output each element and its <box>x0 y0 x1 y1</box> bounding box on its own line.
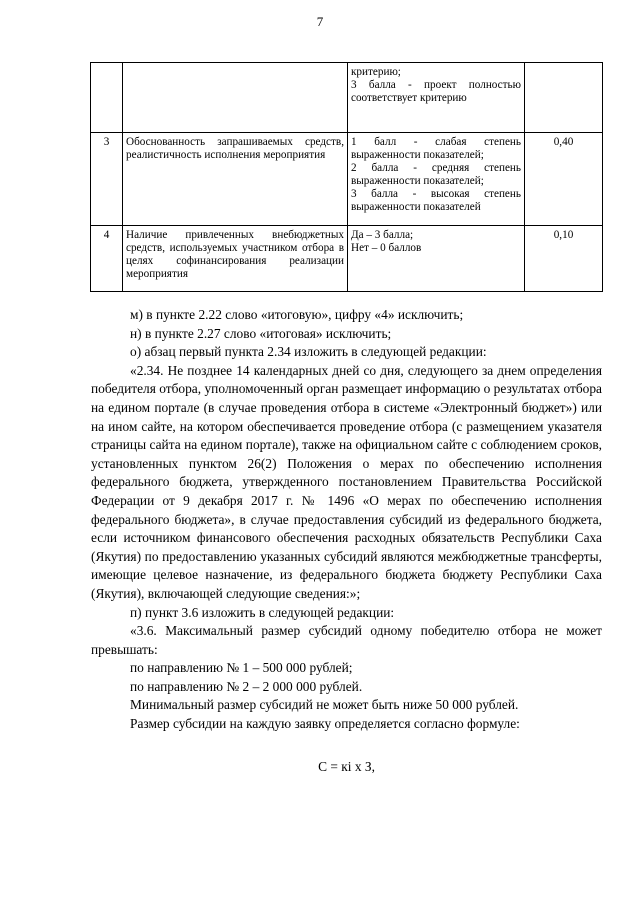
subsidy-formula: С = кi х З, <box>318 758 375 774</box>
criterion-weight: 0,10 <box>525 226 603 292</box>
criterion-name: Обоснованность запрашиваемых средств, реалистичность исполнения мероприятия <box>123 133 348 226</box>
paragraph: «2.34. Не позднее 14 календарных дней со дня, следующего за днем определения победителя отбора, уполномоченный орган размещает информацию о результатах отбора на едином портале (в случае проведения отбора в системе «Электронный бюджет») или на ином сайте, на котором обеспечивается проведение отбора (с размещением указателя страницы сайта на едином портале), также на официальном сайте с соблюдением сроков, установленных пунктом 26(2) Положения о мерах по обеспечению исполнения федерального бюджета, утвержденного постановлением Правительства Российской Федерации от 9 декабря 2017 г. № 1496 «О мерах по обеспечению исполнения федерального бюджета», в случае предоставления субсидий из федерального бюджета, если источником финансового обеспечения расходных обязательств Республики Саха (Якутия) по предоставлению указанных субсидий являются межбюджетные трансферты, имеющие целевое назначение, из федерального бюджета бюджету Республики Саха (Якутия), включающей следующие сведения:»; <box>91 362 602 601</box>
criterion-number: 4 <box>91 226 123 292</box>
paragraph: Размер субсидии на каждую заявку определяется согласно формуле: <box>130 716 520 732</box>
criterion-number <box>91 63 123 133</box>
scale-line: 2 балла - средняя степень выраженности показателей; <box>351 162 521 187</box>
criterion-name <box>123 63 348 133</box>
page-number: 7 <box>316 14 324 29</box>
criterion-weight: 0,40 <box>525 133 603 226</box>
paragraph: по направлению № 1 – 500 000 рублей; <box>130 660 353 676</box>
criterion-scale <box>348 63 525 133</box>
paragraph: по направлению № 2 – 2 000 000 рублей. <box>130 678 363 694</box>
paragraph: «3.6. Максимальный размер субсидий одному победителю отбора не может превышать: <box>91 623 602 657</box>
criterion-scale <box>348 133 525 226</box>
criterion-name: Наличие привлеченных внебюджетных средств, используемых участником отбора в целях софинансирования реализации мероприятия <box>123 226 348 292</box>
paragraph: м) в пункте 2.22 слово «итоговую», цифру «4» исключить; <box>130 307 464 322</box>
table-row <box>91 133 603 226</box>
paragraph: п) пункт 3.6 изложить в следующей редакции: <box>130 604 395 620</box>
table-row <box>91 63 603 133</box>
scale-line: критерию; <box>351 66 401 78</box>
criteria-table <box>90 62 603 292</box>
criterion-number: 3 <box>91 133 123 226</box>
scale-line: 3 балла - проект полностью соответствует критерию <box>351 79 521 104</box>
document-body <box>91 306 602 776</box>
scale-line: 3 балла - высокая степень выраженности показателей <box>351 188 521 213</box>
paragraph: о) абзац первый пункта 2.34 изложить в следующей редакции: <box>130 344 487 360</box>
criterion-scale <box>348 226 525 292</box>
scale-line: 1 балл - слабая степень выраженности показателей; <box>351 136 521 161</box>
table-row <box>91 226 603 292</box>
paragraph: Минимальный размер субсидий не может быть ниже 50 000 рублей. <box>130 697 519 713</box>
scale-line: Нет – 0 баллов <box>351 242 422 254</box>
scale-line: Да – 3 балла; <box>351 229 414 241</box>
criterion-weight <box>525 63 603 133</box>
paragraph: н) в пункте 2.27 слово «итоговая» исключить; <box>130 325 392 341</box>
